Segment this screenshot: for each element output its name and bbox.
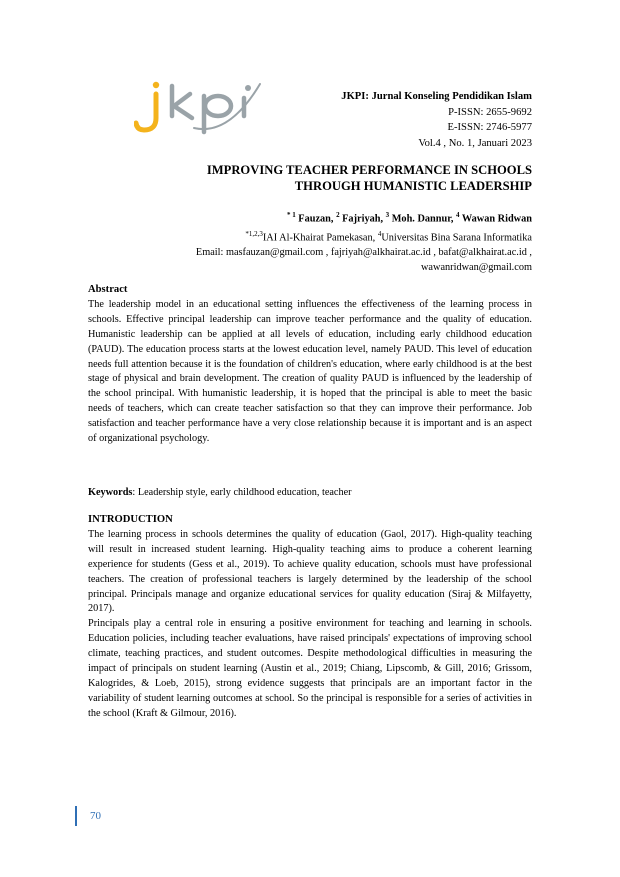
introduction-heading: INTRODUCTION (88, 514, 173, 525)
author-2: Fajriyah, (342, 213, 384, 225)
abstract-section (88, 283, 532, 447)
author-2-sup: 2 (336, 211, 340, 219)
affiliation-2: Universitas Bina Sarana Informatika (381, 232, 532, 244)
affiliation-1: IAI Al-Khairat Pamekasan, (262, 232, 376, 244)
introduction-section (88, 513, 532, 722)
page-footer (75, 806, 101, 826)
affiliations (88, 227, 532, 246)
author-3: Moh. Dannur, (391, 213, 454, 225)
volume-info: Vol.4 , No. 1, Januari 2023 (418, 137, 532, 149)
author-names (88, 208, 532, 227)
affiliation-2-sup: 4 (377, 230, 382, 239)
page-number: 70 (90, 810, 101, 822)
email-line-1: Email: masfauzan@gmail.com , fajriyah@alkhairat.ac.id , bafat@alkhairat.ac.id , (195, 247, 532, 259)
email-line-2: wawanridwan@gmail.com (421, 262, 532, 274)
introduction-paragraph-1: The learning process in schools determines the quality of education (Gaol, 2017). High-quality teaching will result in increased student learning. High-quality teaching aims to produce a coherent learning experience for students (Gess et al., 2019). To achieve quality education, schools must have professional teachers. The creation of professional teachers is largely determined by the leadership of the school principal. Principals manage and organize educational services for quality education (Siraj & Milfayetty, 2017). (88, 528, 532, 615)
affiliation-1-sup: *1,2,3 (245, 230, 263, 239)
e-issn: E-ISSN: 2746-5977 (447, 122, 532, 134)
keywords-section (88, 486, 532, 501)
author-4-sup: 4 (456, 211, 460, 219)
author-1-sup: * 1 (286, 211, 296, 219)
keywords-text: : Leadership style, early childhood education, teacher (132, 487, 352, 498)
abstract-heading: Abstract (88, 284, 128, 295)
p-issn: P-ISSN: 2655-9692 (448, 106, 532, 118)
paper-title (88, 163, 532, 194)
introduction-paragraph-2: Principals play a central role in ensuring a positive environment for teaching and learning in schools. Education policies, including teacher evaluations, have raised principals' expectations of improving school climate, teaching practices, and student outcomes. Despite methodological difficulties in measuring the impact of principals on student learning (Austin et al., 2019; Chiang, Lipscomb, & Gill, 2016; Grissom, Kalogrides, & Loeb, 2015), strong evidence suggests that principals are an important factor in the variability of student learning outcomes at school. So the principal is responsible for a series of activities in the school (Kraft & Gilmour, 2016). (88, 618, 532, 719)
title-line-1: IMPROVING TEACHER PERFORMANCE IN SCHOOLS (206, 163, 532, 177)
keywords-label: Keywords (88, 487, 133, 498)
abstract-text: The leadership model in an educational setting influences the effectiveness of the learning process in schools. Effective principal leadership can improve teacher performance and the quality of education. Humanistic leadership can be applied at all levels of education, including early childhood education (PAUD). The education process starts at the lowest education level, namely PAUD. This level of education needs full attention because it is the foundation of children's education, where early childhood is at the best stage of physical and brain development. The creation of quality PAUD is influenced by the leadership of the school principal. With humanistic leadership, it is hoped that the principal is able to meet the basic needs of teachers, which can create teacher satisfaction so that they can improve their performance. Job satisfaction and teacher performance have a very close relationship because it is important and is an aspect of organizational psychology. (88, 298, 532, 445)
author-3-sup: 3 (385, 211, 390, 219)
journal-info (341, 89, 532, 151)
author-1: Fauzan, (298, 213, 334, 225)
title-line-2: THROUGH HUMANISTIC LEADERSHIP (294, 178, 532, 193)
author-block (88, 208, 532, 276)
journal-name: JKPI: Jurnal Konseling Pendidikan Islam (341, 91, 532, 102)
jkpi-logo (134, 76, 264, 138)
author-4: Wawan Ridwan (461, 213, 532, 225)
